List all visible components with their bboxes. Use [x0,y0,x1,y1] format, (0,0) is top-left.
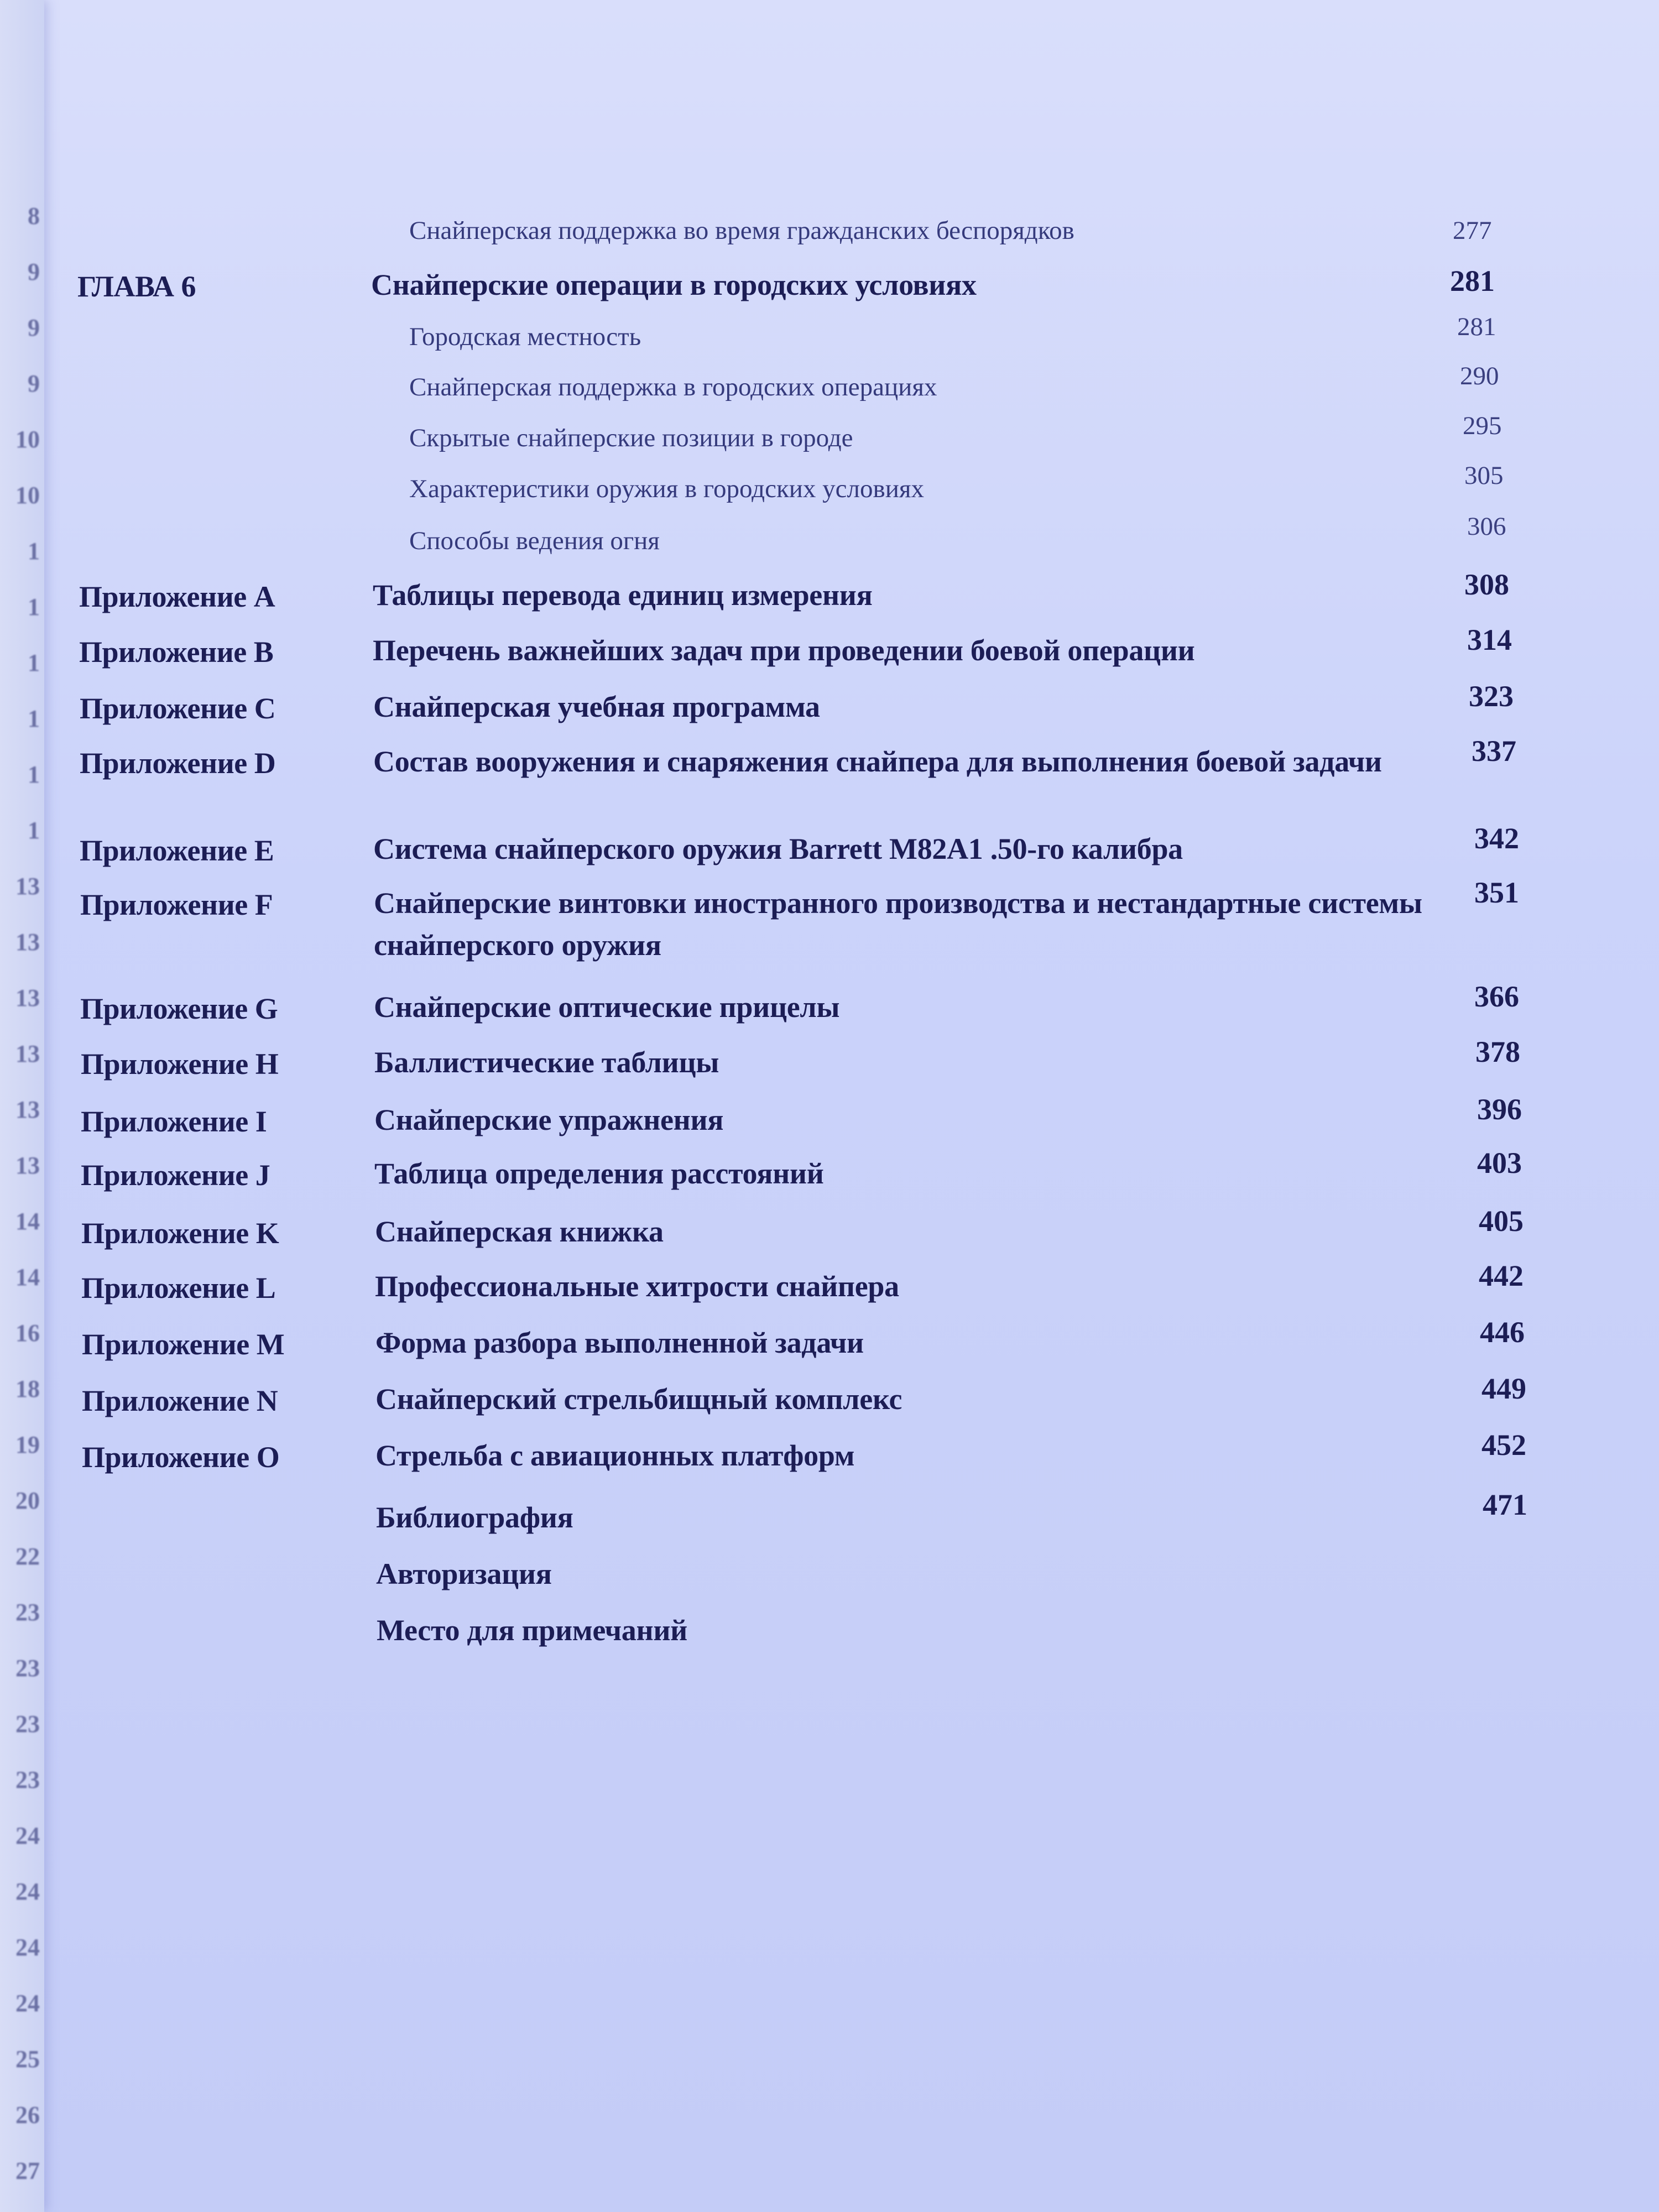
entry-page-number: 442 [1479,1259,1524,1292]
entry-page-number: 351 [1474,876,1519,909]
entry-page-number: 471 [1483,1488,1527,1521]
entry-page-number: 403 [1477,1146,1522,1180]
entry-title: Характеристики оружия в городских условиях [409,474,924,503]
margin-page-number-fragment: 14 [15,1208,40,1235]
entry-page-number: 342 [1474,822,1519,855]
margin-page-number-fragment: 10 [15,482,40,509]
entry-title: Перечень важнейших задач при проведении боевой операции [373,634,1195,667]
margin-page-number-fragment: 1 [28,593,40,620]
entry-label: Приложение J [81,1159,270,1192]
margin-page-number-fragment: 1 [28,538,40,565]
entry-label: Приложение H [81,1047,279,1081]
margin-page-number-fragment: 9 [28,314,40,341]
entry-title: Форма разбора выполненной задачи [375,1326,864,1359]
margin-page-number-fragment: 26 [15,2101,40,2128]
entry-label: Приложение B [79,635,274,669]
margin-page-number-fragment: 1 [28,649,40,676]
entry-label: Приложение O [82,1441,280,1474]
margin-page-number-fragment: 24 [15,1878,40,1905]
entry-title: Снайперский стрельбищный комплекс [375,1383,902,1416]
margin-page-number-fragment: 24 [15,1990,40,2017]
margin-page-number-fragment: 19 [15,1431,40,1458]
entry-page-number: 290 [1460,362,1499,390]
entry-title: Снайперские операции в городских условиях [371,268,977,301]
entry-page-number: 449 [1481,1372,1526,1405]
entry-title: Таблицы перевода единиц измерения [373,578,873,612]
entry-label: ГЛАВА 6 [77,270,196,303]
entry-label: Приложение A [79,580,275,613]
margin-page-number-fragment: 16 [15,1319,40,1347]
entry-title: Место для примечаний [377,1614,687,1647]
margin-page-number-fragment: 23 [15,1599,40,1626]
entry-page-number: 277 [1453,216,1492,245]
previous-page-edge [0,0,44,2212]
entry-page-number: 308 [1464,568,1509,601]
entry-title: Городская местность [409,322,641,351]
entry-page-number: 314 [1467,623,1512,656]
entry-label: Приложение G [80,992,278,1025]
entry-page-number: 281 [1457,312,1496,341]
entry-label: Приложение M [82,1328,285,1361]
entry-page-number: 405 [1479,1204,1524,1238]
margin-page-number-fragment: 9 [28,370,40,397]
entry-title: Профессиональные хитрости снайпера [375,1270,899,1303]
margin-page-number-fragment: 27 [15,2157,40,2184]
entry-label: Приложение N [82,1384,278,1417]
entry-page-number: 378 [1475,1035,1520,1068]
entry-page-number: 446 [1480,1316,1525,1349]
margin-page-number-fragment: 13 [15,873,40,900]
entry-page-number: 306 [1467,512,1506,541]
entry-page-number: 305 [1464,461,1504,490]
margin-page-number-fragment: 24 [15,1822,40,1849]
margin-page-number-fragment: 24 [15,1934,40,1961]
margin-page-number-fragment: 13 [15,1096,40,1123]
entry-title: Снайперская учебная программа [373,690,820,723]
margin-page-number-fragment: 13 [15,928,40,956]
entry-label: Приложение F [80,888,273,921]
entry-page-number: 323 [1469,680,1514,713]
entry-title: Снайперские оптические прицелы [374,990,840,1024]
entry-page-number: 452 [1481,1428,1526,1462]
margin-page-number-fragment: 23 [15,1710,40,1738]
entry-title: Способы ведения огня [409,526,660,555]
entry-title: Снайперская поддержка в городских операциях [409,373,937,401]
margin-page-number-fragment: 8 [28,202,40,229]
entry-title: Снайперская книжка [375,1215,664,1248]
entry-page-number: 366 [1474,980,1519,1013]
entry-page-number: 337 [1472,734,1516,768]
margin-page-number-fragment: 9 [28,258,40,285]
margin-page-number-fragment: 18 [15,1375,40,1402]
entry-page-number: 396 [1477,1093,1522,1126]
margin-page-number-fragment: 23 [15,1766,40,1793]
entry-title: Снайперские упражнения [374,1103,724,1136]
entry-label: Приложение D [80,747,276,780]
entry-label: Приложение K [81,1217,279,1250]
entry-page-number: 295 [1463,411,1502,440]
entry-label: Приложение I [81,1105,267,1138]
entry-label: Приложение E [80,834,274,867]
entry-title: Система снайперского оружия Barrett M82A1 .50-го калибра [373,832,1183,865]
margin-page-number-fragment: 1 [28,761,40,788]
entry-page-number: 281 [1450,264,1495,298]
margin-page-number-fragment: 13 [15,1040,40,1067]
entry-title: Авторизация [376,1557,552,1590]
entry-title: Стрельба с авиационных платформ [375,1439,855,1472]
margin-page-number-fragment: 14 [15,1264,40,1291]
entry-title: Баллистические таблицы [374,1046,719,1079]
entry-title: Таблица определения расстояний [374,1157,824,1190]
entry-title: Скрытые снайперские позиции в городе [409,424,853,452]
margin-page-number-fragment: 22 [15,1543,40,1570]
margin-page-number-fragment: 20 [15,1487,40,1514]
margin-page-number-fragment: 13 [15,1152,40,1179]
margin-page-number-fragment: 23 [15,1655,40,1682]
margin-page-number-fragment: 10 [15,426,40,453]
entry-label: Приложение L [81,1271,276,1305]
margin-page-number-fragment: 13 [15,984,40,1011]
entry-title: Библиография [376,1501,573,1534]
margin-page-number-fragment: 1 [28,705,40,732]
entry-title: Снайперские винтовки иностранного производства и нестандартные системы снайперского оружия [374,886,1422,962]
margin-page-number-fragment: 25 [15,2046,40,2073]
entry-label: Приложение C [80,692,276,725]
entry-title: Состав вооружения и снаряжения снайпера для выполнения боевой задачи [373,745,1382,778]
entry-title: Снайперская поддержка во время гражданских беспорядков [409,216,1074,245]
margin-page-number-fragment: 1 [28,817,40,844]
